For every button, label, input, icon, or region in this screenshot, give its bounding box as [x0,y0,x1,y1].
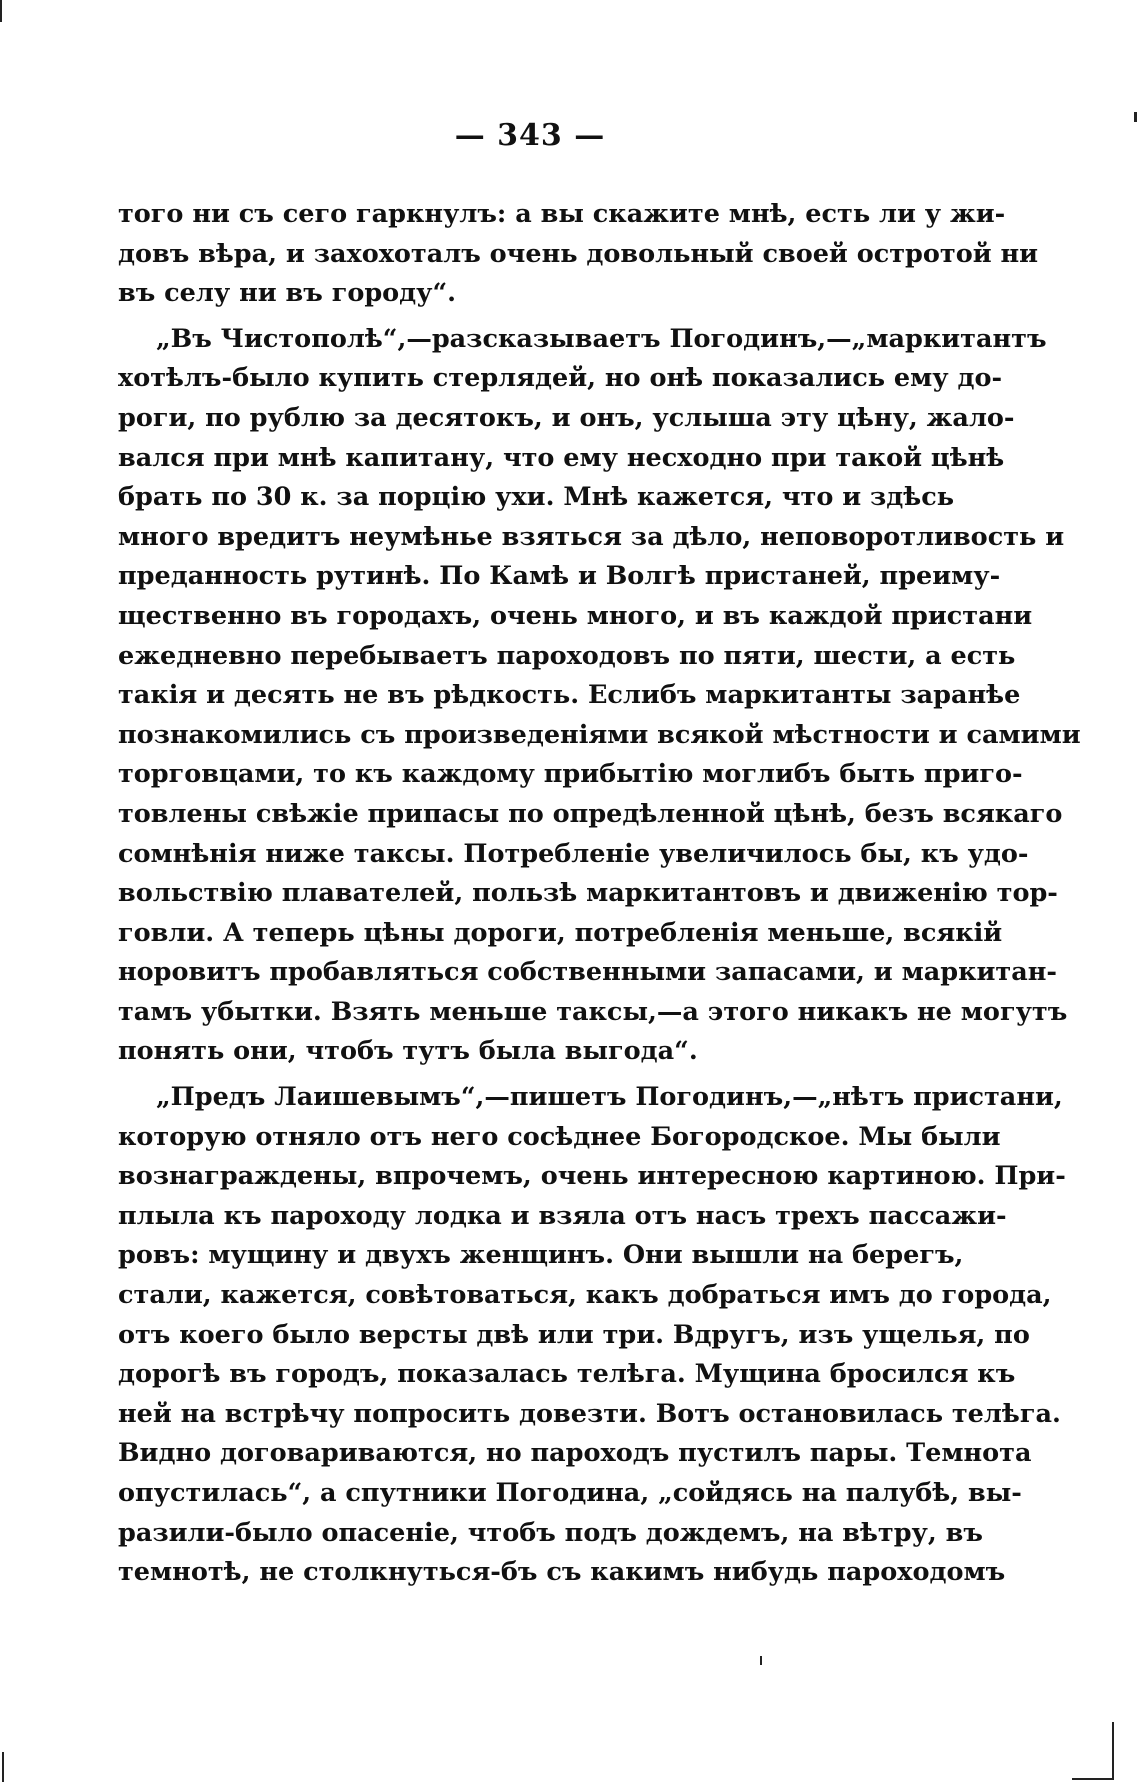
text-line: познакомились съ произведеніями всякой мѣстности и самими [118,719,1081,750]
text-line: говли. А теперь цѣны дороги, потребленія меньше, всякій [118,917,1003,948]
text-line: щественно въ городахъ, очень много, и въ каждой пристани [118,600,1033,631]
text-line: плыла къ пароходу лодка и взяла отъ насъ трехъ пассажи- [118,1200,1007,1231]
text-line: отъ коего было версты двѣ или три. Вдругъ, изъ ущелья, по [118,1319,1030,1350]
text-line: такія и десять не въ рѣдкость. Еслибъ маркитанты заранѣе [118,680,1021,711]
text-line: торговцами, то къ каждому прибытію моглибъ быть приго- [118,759,1023,790]
text-line: вался при мнѣ капитану, что ему несходно при такой цѣнѣ [118,442,1005,473]
text-line: дорогѣ въ городъ, показалась телѣга. Мущина бросился къ [118,1359,1016,1390]
body-text [118,195,1081,1593]
text-line: роги, по рублю за десятокъ, и онъ, услыша эту цѣну, жало- [118,402,1015,433]
text-line: того ни съ сего гаркнулъ: а вы скажите мнѣ, есть ли у жи- [118,199,1006,229]
text-line: разили-было опасеніе, чтобъ подъ дождемъ, на вѣтру, въ [118,1517,983,1548]
text-line: вознаграждены, впрочемъ, очень интересною картиною. При- [118,1161,1066,1192]
scan-edge-mark [0,0,2,22]
scan-corner-mark [1072,1778,1114,1780]
scan-edge-mark [2,1752,4,1782]
text-line: товлены свѣжіе припасы по опредѣленной цѣнѣ, безъ всякаго [118,798,1063,829]
text-line: стали, кажется, совѣтоваться, какъ добраться имъ до города, [118,1280,1052,1311]
text-line: сомнѣнія ниже таксы. Потребленіе увеличилось бы, къ удо- [118,838,1029,869]
text-line: много вредитъ неумѣнье взяться за дѣло, неповоротливость и [118,521,1065,552]
text-line: понять они, чтобъ тутъ была выгода“. [118,1036,698,1067]
paragraph-2 [118,320,1081,1072]
text-line: темнотѣ, не столкнуться-бъ съ какимъ нибудь пароходомъ [118,1557,1006,1588]
text-line: довъ вѣра, и захохоталъ очень довольный своей остротой ни [118,238,1039,269]
text-line: хотѣлъ-было купить стерлядей, но онѣ показались ему до- [118,363,1003,394]
text-line: Видно договариваются, но пароходъ пустилъ пары. Темнота [118,1438,1032,1469]
text-line: опустилась“, а спутники Погодина, „сойдясь на палубѣ, вы- [118,1478,1022,1508]
text-line: ровъ: мущину и двухъ женщинъ. Они вышли на берегъ, [118,1240,964,1271]
text-line: въ селу ни въ городу“. [118,278,457,309]
text-line: „Въ Чистополѣ“,—разсказываетъ Погодинъ,—„маркитантъ [156,323,1047,354]
text-line: брать по 30 к. за порцію ухи. Мнѣ кажется, что и здѣсь [118,482,955,513]
text-line: которую отняло отъ него сосѣднее Богородское. Мы были [118,1121,1001,1152]
text-line: преданность рутинѣ. По Камѣ и Волгѣ пристаней, преиму- [118,561,1001,592]
scan-speck [760,1656,762,1665]
text-line: „Предъ Лаишевымъ“,—пишетъ Погодинъ,—„нѣтъ пристани, [156,1082,1063,1113]
paragraph-3 [118,1078,1066,1593]
page-number: — 343 — [454,118,606,153]
text-line: ней на встрѣчу попросить довезти. Вотъ остановилась телѣга. [118,1398,1061,1429]
text-line: тамъ убытки. Взять меньше таксы,—а этого никакъ не могутъ [118,996,1068,1027]
text-line: ежедневно перебываетъ пароходовъ по пяти, шести, а есть [118,640,1016,671]
text-line: вольствію плавателей, пользѣ маркитантовъ и движенію тор- [118,878,1058,909]
paragraph-1 [118,195,1039,314]
scan-corner-mark [1112,1722,1114,1780]
text-line: норовитъ пробавляться собственными запасами, и маркитан- [118,957,1057,988]
scan-speck [1134,112,1137,122]
